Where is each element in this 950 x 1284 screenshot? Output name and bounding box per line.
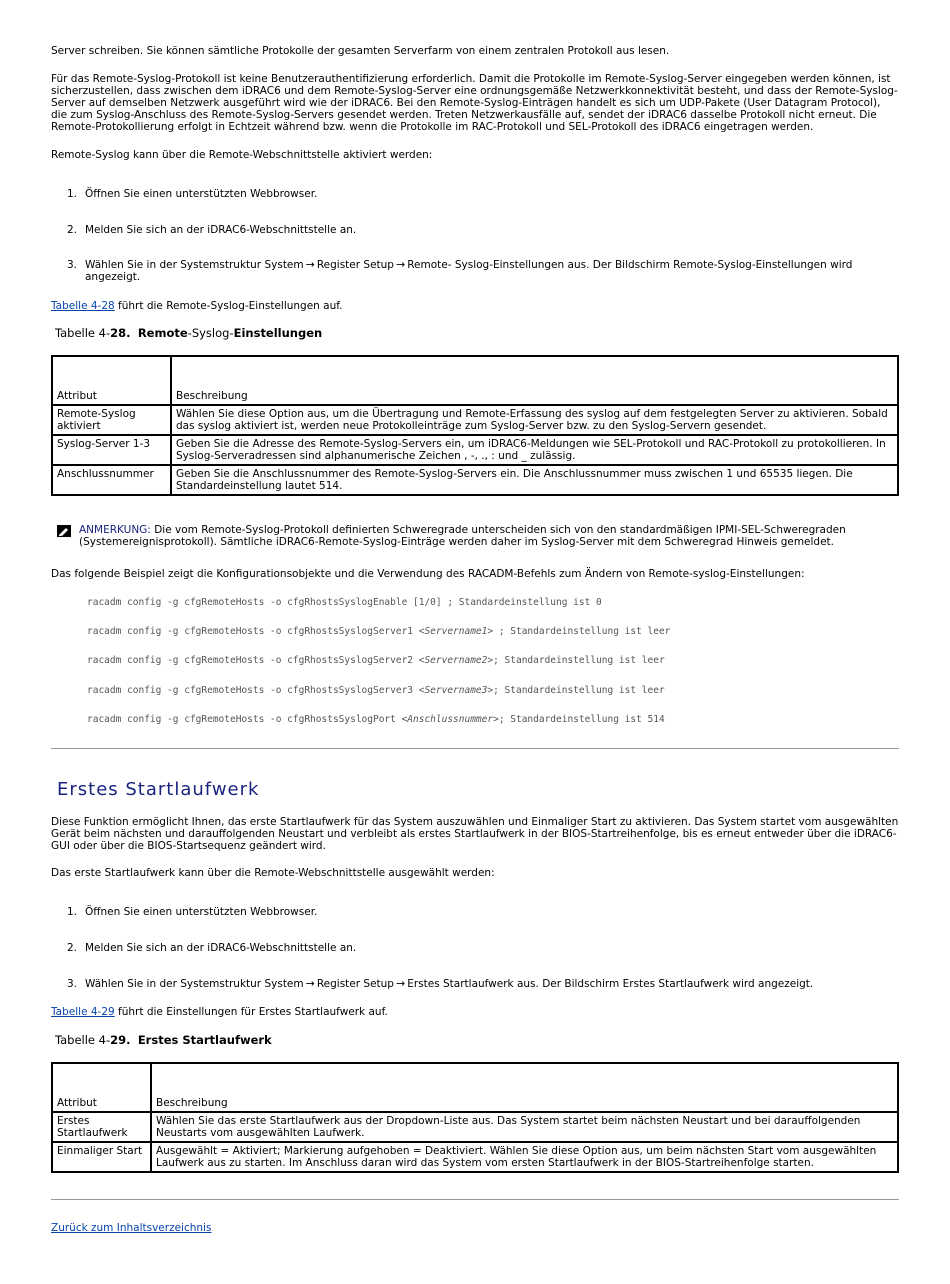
code-line: racadm config -g cfgRemoteHosts -o cfgRhostsSyslogServer1 <Servername1> ; Standardeinstellung ist leer [87, 626, 671, 637]
code-line: racadm config -g cfgRemoteHosts -o cfgRhostsSyslogPort <Anschlussnummer>; Standardeinstellung ist 514 [87, 714, 665, 725]
table-row [52, 465, 898, 495]
boot-select-text: Das erste Startlaufwerk kann über die Remote-Webschnittstelle ausgewählt werden: [51, 867, 495, 879]
table-cell: Anschlussnummer [52, 465, 171, 495]
table-cell: Remote-Syslog aktiviert [52, 405, 171, 435]
syslog-activate-text: Remote-Syslog kann über die Remote-Webschnittstelle aktiviert werden: [51, 149, 433, 161]
code-line: racadm config -g cfgRemoteHosts -o cfgRhostsSyslogServer3 <Servername3>; Standardeinstellung ist leer [87, 685, 665, 696]
column-header: Beschreibung [171, 356, 898, 405]
table29-link[interactable]: Tabelle 4-29 [51, 1006, 115, 1018]
table-cell: Erstes Startlaufwerk [52, 1112, 151, 1142]
table-cell: Ausgewählt = Aktiviert; Markierung aufgehoben = Deaktiviert. Wählen Sie diese Option aus, um beim nächsten Start vom ausgewählten Laufwerk aus zu starten. Im Anschluss daran wird das System vom ersten Startlaufwerk in der BIOS-Startreihenfolge starten. [151, 1142, 898, 1172]
table-row [52, 1112, 898, 1142]
table28 [51, 355, 899, 496]
intro-line: Server schreiben. Sie können sämtliche Protokolle der gesamten Serverfarm von einem zentralen Protokoll aus lesen. [51, 45, 670, 57]
note-label: ANMERKUNG: [79, 524, 151, 536]
table29 [51, 1062, 899, 1173]
arrow-right-icon: → [305, 258, 315, 271]
example-intro: Das folgende Beispiel zeigt die Konfigurationsobjekte und die Verwendung des RACADM-Befehls zum Ändern von Remote-syslog-Einstellungen: [51, 568, 805, 580]
table-row [52, 405, 898, 435]
table-cell: Wählen Sie diese Option aus, um die Übertragung und Remote-Erfassung des syslog auf dem festgelegten Server zu aktivieren. Sobald das syslog aktiviert ist, werden neue Protokolleinträge zum Syslog-Server bzw. zu den Syslog-Servern gesendet. [171, 405, 898, 435]
back-to-contents-link[interactable]: Zurück zum Inhaltsverzeichnis [51, 1222, 212, 1234]
table-row [52, 1142, 898, 1172]
arrow-right-icon: → [305, 977, 315, 990]
table-cell: Geben Sie die Adresse des Remote-Syslog-Servers ein, um iDRAC6-Meldungen wie SEL-Protokoll und RAC-Protokoll zu protokollieren. In Syslog-Serveradressen sind alphanumerische Zeichen , -, ., : und _ zulässig. [171, 435, 898, 465]
table-cell: Einmaliger Start [52, 1142, 151, 1172]
table28-reference: Tabelle 4-28 führt die Remote-Syslog-Einstellungen auf. [51, 300, 343, 312]
column-header: Attribut [52, 356, 171, 405]
table-cell: Geben Sie die Anschlussnummer des Remote-Syslog-Servers ein. Die Anschlussnummer muss zwischen 1 und 65535 liegen. Die Standardeinstellung lautet 514. [171, 465, 898, 495]
code-line: racadm config -g cfgRemoteHosts -o cfgRhostsSyslogServer2 <Servername2>; Standardeinstellung ist leer [87, 655, 665, 666]
table28-link[interactable]: Tabelle 4-28 [51, 300, 115, 312]
code-line: racadm config -g cfgRemoteHosts -o cfgRhostsSyslogEnable [1/0] ; Standardeinstellung ist 0 [87, 597, 602, 608]
divider [51, 748, 899, 749]
section2-paragraph: Diese Funktion ermöglicht Ihnen, das erste Startlaufwerk für das System auszuwählen und Einmaliger Start zu aktivieren. Das System startet vom ausgewählten Gerät beim nächsten und darauffolgenden Neustart und verbleibt als erstes Startlaufwerk in der BIOS-Startreihenfolge, bis es erneut entweder über die iDRAC6-GUI oder über die BIOS-Startsequenz geändert wird. [51, 816, 899, 852]
auth-paragraph: Für das Remote-Syslog-Protokoll ist keine Benutzerauthentifizierung erforderlich. Damit die Protokolle im Remote-Syslog-Server eingegeben werden können, ist sicherzustellen, dass zwischen dem iDRAC6 und dem Remote-Syslog-Server eine ordnungsgemäße Netzwerkkonnektivität besteht, und dass der Remote-Syslog-Server auf demselben Netzwerk ausgeführt wird wie der iDRAC6. Bei den Remote-Syslog-Einträgen handelt es sich um UDP-Pakete (User Datagram Protocol), die zum Syslog-Anschluss des Remote-Syslog-Servers gesendet werden. Treten Netzwerkausfälle auf, sendet der iDRAC6 dasselbe Protokoll nicht erneut. Die Remote-Protokollierung erfolgt in Echtzeit während bzw. wenn die Protokolle im RAC-Protokoll und SEL-Protokoll des iDRAC6 eingetragen werden. [51, 73, 898, 133]
table-row [52, 435, 898, 465]
column-header: Beschreibung [151, 1063, 898, 1112]
back-link-wrap [51, 1222, 211, 1234]
table29-caption: Tabelle 4-29. Erstes Startlaufwerk [55, 1033, 272, 1047]
divider [51, 1199, 899, 1200]
table-header-row [52, 1063, 898, 1112]
note: ANMERKUNG: Die vom Remote-Syslog-Protokoll definierten Schweregrade unterscheiden sich von den standardmäßigen IPMI-SEL-Schweregraden (Systemereignisprotokoll). Sämtliche iDRAC6-Remote-Syslog-Einträge werden daher im Syslog-Server mit dem Schweregrad Hinweis gemeldet. [79, 524, 846, 548]
note-pencil-icon [57, 525, 71, 537]
table28-caption: Tabelle 4-28. Remote-Syslog-Einstellungen [55, 326, 323, 340]
arrow-right-icon: → [395, 977, 406, 990]
table-header-row [52, 356, 898, 405]
table-cell: Wählen Sie das erste Startlaufwerk aus der Dropdown-Liste aus. Das System startet beim nächsten Neustart und bei darauffolgenden Neustarts vom ausgewählten Laufwerk. [151, 1112, 898, 1142]
table-cell: Syslog-Server 1-3 [52, 435, 171, 465]
arrow-right-icon: → [395, 258, 406, 271]
table29-reference: Tabelle 4-29 führt die Einstellungen für Erstes Startlaufwerk auf. [51, 1006, 388, 1018]
section-title: Erstes Startlaufwerk [57, 779, 260, 800]
column-header: Attribut [52, 1063, 151, 1112]
